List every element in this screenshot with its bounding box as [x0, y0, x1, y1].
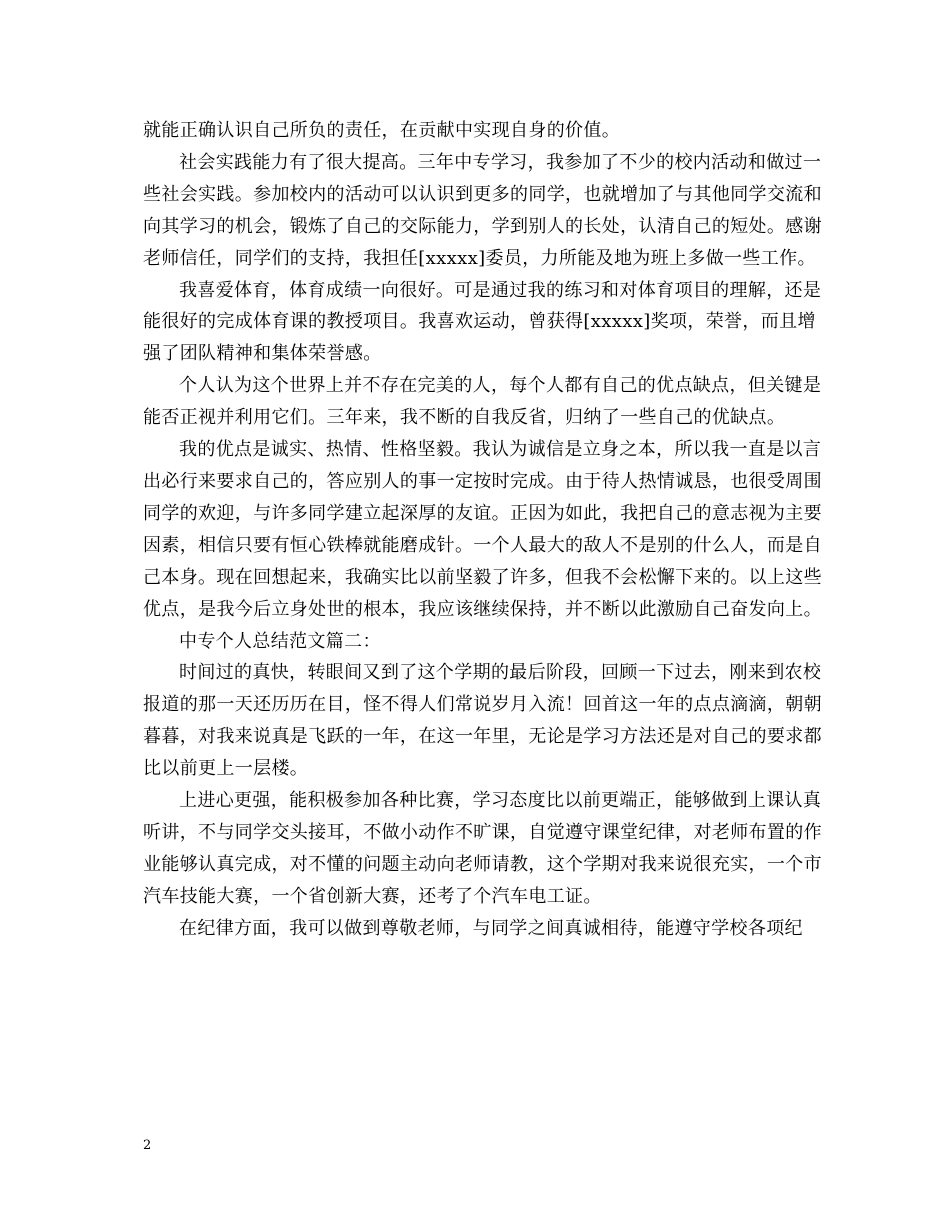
paragraph-9: 在纪律方面，我可以做到尊敬老师，与同学之间真诚相待，能遵守学校各项纪: [179, 917, 803, 939]
paragraph-8: 上进心更强，能积极参加各种比赛，学习态度比以前更端正，能够做到上课认真听讲，不与同学交头接耳，不做小动作不旷课，自觉遵守课堂纪律，对老师布置的作业能够认真完成，对不懂的问题主动向老师请教，这个学期对我来说很充实，一个市汽车技能大赛，一个省创新大赛，还考了个汽车电工证。: [143, 790, 822, 907]
page-number: 2: [143, 1138, 152, 1153]
paragraph-2: 社会实践能力有了很大提高。三年中专学习，我参加了不少的校内活动和做过一些社会实践。参加校内的活动可以认识到更多的同学，也就增加了与其他同学交流和向其学习的机会，锻炼了自己的交际能力，学到别人的长处，认清自己的短处。感谢老师信任，同学们的支持，我担任[xxxxx]委员，力所能及地为班上多做一些工作。: [143, 151, 822, 269]
paragraph-3: 我喜爱体育，体育成绩一向很好。可是通过我的练习和对体育项目的理解，还是能很好的完成体育课的教授项目。我喜欢运动，曾获得[xxxxx]奖项，荣誉，而且增强了团队精神和集体荣誉感。: [143, 279, 822, 365]
paragraph-1: 就能正确认识自己所负的责任，在贡献中实现自身的价值。: [143, 120, 621, 141]
paragraph-5: 我的优点是诚实、热情、性格坚毅。我认为诚信是立身之本，所以我一直是以言出必行来要求自己的，答应别人的事一定按时完成。由于待人热情诚恳，也很受周围同学的欢迎，与许多同学建立起深厚的友谊。正因为如此，我把自己的意志视为主要因素，相信只要有恒心铁棒就能磨成针。一个人最大的敌人不是别的什么人，而是自己本身。现在回想起来，我确实比以前坚毅了许多，但我不会松懈下来的。以上这些优点，是我今后立身处世的根本，我应该继续保持，并不断以此激励自己奋发向上。: [143, 439, 822, 620]
paragraph-7: 时间过的真快，转眼间又到了这个学期的最后阶段，回顾一下过去，刚来到农校报道的那一天还历历在目，怪不得人们常说岁月入流！回首这一年的点点滴滴，朝朝暮暮，对我来说真是飞跃的一年，在这一年里，无论是学习方法还是对自己的要求都比以前更上一层楼。: [143, 662, 822, 780]
section-heading: 中专个人总结范文篇二：: [179, 630, 381, 652]
document-body: [143, 115, 823, 945]
paragraph-4: 个人认为这个世界上并不存在完美的人，每个人都有自己的优点缺点，但关键是能否正视并利用它们。三年来，我不断的自我反省，归纳了一些自己的优缺点。: [143, 375, 822, 429]
